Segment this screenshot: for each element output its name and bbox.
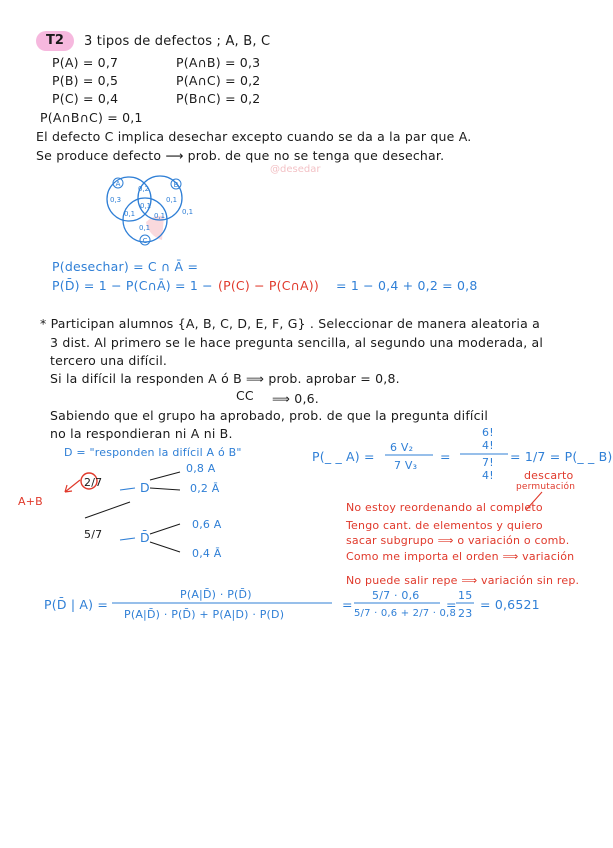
tree-node-d: D	[140, 480, 150, 495]
venn-label-a: A	[115, 180, 121, 188]
tree-branch-3: 0,6 A	[192, 518, 222, 531]
prob-b: P(B) = 0,5	[52, 73, 119, 88]
watermark: @desedar	[270, 164, 321, 175]
topic-tag: T2	[36, 31, 74, 51]
tree-branch-2: 0,2 Ā	[190, 482, 220, 495]
venn-region-3: 0,1	[166, 196, 178, 204]
desechar-calc-b: (P(C) − P(C∩A))	[218, 278, 319, 293]
perm-den2b: 4!	[482, 469, 494, 482]
bayes-den2: 5/7 · 0,6 + 2/7 · 0,8	[354, 608, 457, 619]
statement-line-2: Se produce defecto ⟶ prob. de que no se tenga que desechar.	[36, 148, 445, 163]
desechar-calc-a: P(D̄) = 1 − P(C∩Ā) = 1 −	[52, 278, 213, 293]
bayes-num3: 15	[458, 589, 473, 602]
bayes-num2: 5/7 · 0,6	[372, 589, 420, 602]
desechar-calc-c: = 1 − 0,4 + 0,2 = 0,8	[336, 278, 478, 293]
problem2-line-3: tercero una difícil.	[50, 353, 168, 368]
problem2-cc-result: ⟹ 0,6.	[272, 391, 319, 406]
note-3: sacar subgrupo ⟹ o variación o comb.	[346, 534, 570, 547]
perm-den: 7 V₃	[394, 459, 418, 472]
bayes-den3: 23	[458, 607, 473, 620]
perm-num2: 6!	[482, 426, 494, 439]
venn-label-b: B	[173, 181, 179, 189]
prob-abc: P(A∩B∩C) = 0,1	[40, 110, 143, 125]
problem2-line-2: 3 dist. Al primero se le hace pregunta sencilla, al segundo una moderada, al	[50, 335, 544, 350]
venn-region-2: 0,2	[138, 185, 150, 193]
venn-region-1: 0,3	[110, 196, 122, 204]
venn-region-4: 0,1	[124, 210, 136, 218]
header-title: 3 tipos de defectos ; A, B, C	[84, 34, 271, 49]
perm-num2b: 4!	[482, 439, 494, 452]
prob-c: P(C) = 0,4	[52, 91, 119, 106]
bayes-num: P(A|D̄) · P(D̄)	[180, 588, 252, 601]
perm-num: 6 V₂	[390, 441, 414, 454]
tree-aob-label: A+B	[18, 495, 43, 508]
problem2-cc: CC	[236, 388, 254, 403]
note-permutacion: permutación	[516, 482, 576, 492]
desechar-def: P(desechar) = C ∩ Ā =	[52, 259, 199, 274]
prob-ab: P(A∩B) = 0,3	[176, 55, 261, 70]
venn-diagram	[96, 168, 196, 254]
note-5: No puede salir repe ⟹ variación sin rep.	[346, 574, 580, 587]
tree-prob-d: 2/7	[84, 476, 103, 489]
tree-branch-4: 0,4 Ā	[192, 547, 222, 560]
bayes-lhs: P(D̄ | A) =	[44, 597, 109, 612]
tree-prob-dbar: 5/7	[84, 528, 103, 541]
prob-a: P(A) = 0,7	[52, 55, 119, 70]
bayes-result: = 0,6521	[480, 597, 540, 612]
prob-bc: P(B∩C) = 0,2	[176, 91, 261, 106]
venn-region-8: 0,1	[182, 208, 194, 216]
statement-line-1: El defecto C implica desechar excepto cuando se da a la par que A.	[36, 129, 472, 144]
note-2: Tengo cant. de elementos y quiero	[346, 519, 543, 532]
problem2-line-1: * Participan alumnos {A, B, C, D, E, F, G} . Seleccionar de manera aleatoria a	[40, 316, 540, 331]
perm-rhs: = 1/7 = P(_ _ B)	[510, 449, 613, 464]
venn-region-7: 0,1	[139, 224, 151, 232]
problem2-line-7: no la respondieran ni A ni B.	[50, 426, 233, 441]
note-descarto: descarto	[524, 469, 574, 482]
perm-lhs: P(_ _ A) =	[312, 449, 375, 464]
bayes-den: P(A|D̄) · P(D̄) + P(A|D) · P(D)	[124, 608, 285, 621]
problem2-line-6: Sabiendo que el grupo ha aprobado, prob. de que la pregunta difícil	[50, 408, 489, 423]
note-1: No estoy reordenando al completo	[346, 501, 543, 514]
venn-region-6: 0,1	[154, 212, 166, 220]
problem2-line-4: Si la difícil la responden A ó B ⟹ prob. aprobar = 0,8.	[50, 371, 400, 386]
bayes-eq: =	[342, 597, 353, 612]
tree-branch-1: 0,8 A	[186, 462, 216, 475]
tree-node-dbar: D̄	[140, 530, 150, 545]
perm-den2: 7!	[482, 456, 494, 469]
event-d-definition: D = "responden la difícil A ó B"	[64, 446, 242, 459]
venn-label-c: C	[142, 237, 148, 245]
prob-ac: P(A∩C) = 0,2	[176, 73, 261, 88]
venn-region-5: 0,1	[140, 202, 152, 210]
note-4: Como me importa el orden ⟹ variación	[346, 550, 575, 563]
